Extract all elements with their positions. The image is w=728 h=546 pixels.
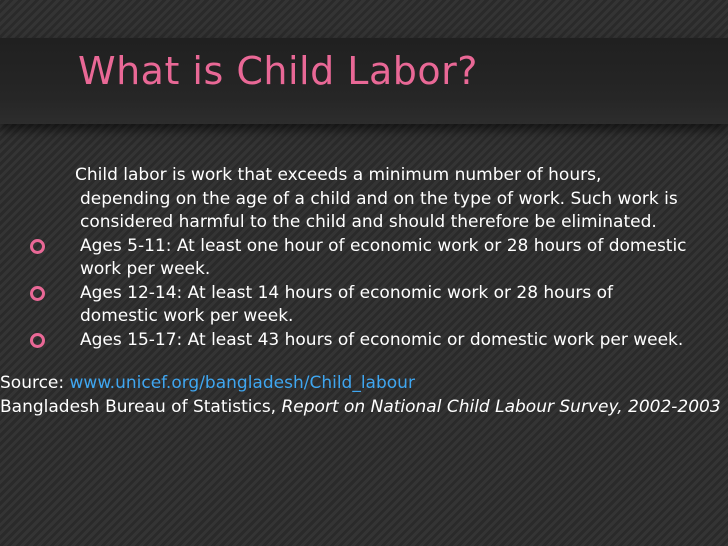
source-block	[0, 372, 722, 419]
source-link[interactable]: www.unicef.org/bangladesh/Child_labour	[69, 373, 415, 393]
intro-paragraph: Child labor is work that exceeds a minimum number of hours, depending on the age of a child and on the type of work. Such work is considered harmful to the child and should therefore be eliminated.	[75, 165, 678, 232]
bullet-text: Ages 5-11: At least one hour of economic work or 28 hours of domestic work per week.	[80, 235, 687, 279]
citation-line	[0, 396, 722, 420]
slide-title: What is Child Labor?	[78, 49, 478, 93]
bullet-text: Ages 12-14: At least 14 hours of economic work or 28 hours of domestic work per week.	[80, 282, 613, 326]
bullet-text: Ages 15-17: At least 43 hours of economic or domestic work per week.	[80, 329, 684, 350]
list-item	[0, 282, 722, 329]
report-title: Report on National Child Labour Survey, 2002-2003	[281, 396, 721, 417]
source-line	[0, 372, 722, 396]
list-item	[0, 329, 722, 353]
bureau-name: Bangladesh Bureau of Statistics,	[0, 396, 282, 417]
ring-bullet-icon	[30, 286, 45, 301]
list-item	[0, 235, 722, 282]
source-label: Source:	[0, 373, 70, 393]
age-bullet-list	[0, 235, 722, 353]
ring-bullet-icon	[30, 333, 45, 348]
slide-body	[0, 164, 722, 419]
ring-bullet-icon	[30, 239, 45, 254]
